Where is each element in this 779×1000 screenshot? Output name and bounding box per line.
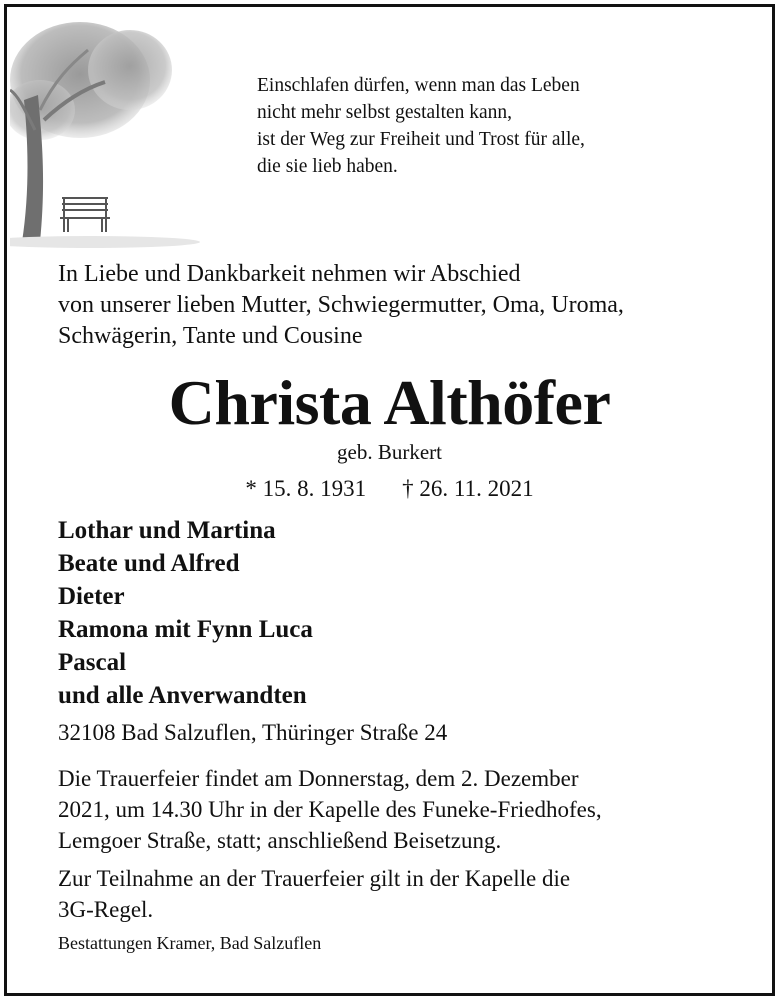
birth-name: geb. Burkert [337,440,442,464]
mourner-line: Dieter [58,583,125,610]
poem-text: Einschlafen dürfen, wenn man das Leben nicht mehr selbst gestalten kann, ist der Weg zur Freiheit und Trost für alle, die sie lieb haben. [257,75,585,177]
family-address: 32108 Bad Salzuflen, Thüringer Straße 24 [58,720,448,745]
intro-text: In Liebe und Dankbarkeit nehmen wir Abschied von unserer lieben Mutter, Schwiegermutter, Oma, Uroma, Schwägerin, Tante und Cousine [58,261,624,349]
mourner-line: Beate und Alfred [58,550,240,577]
life-dates [0,474,779,504]
mourners-list [58,514,313,712]
deceased-name: Christa Althöfer [168,367,611,438]
mourner-line: und alle Anverwandten [58,682,307,709]
ceremony-details: Die Trauerfeier findet am Donnerstag, dem 2. Dezember 2021, um 14.30 Uhr in der Kapelle des Funeke-Friedhofes, Lemgoer Straße, statt; anschließend Beisetzung. [58,766,602,853]
undertaker-credit: Bestattungen Kramer, Bad Salzuflen [58,933,322,953]
death-date: † 26. 11. 2021 [402,476,534,501]
tree-with-bench-icon [10,10,210,250]
mourner-line: Lothar und Martina [58,517,276,544]
covid-notice: Zur Teilnahme an der Trauerfeier gilt in der Kapelle die 3G-Regel. [58,866,571,922]
birth-date: * 15. 8. 1931 [245,476,367,501]
mourner-line: Ramona mit Fynn Luca [58,616,313,643]
mourner-line: Pascal [58,649,127,676]
